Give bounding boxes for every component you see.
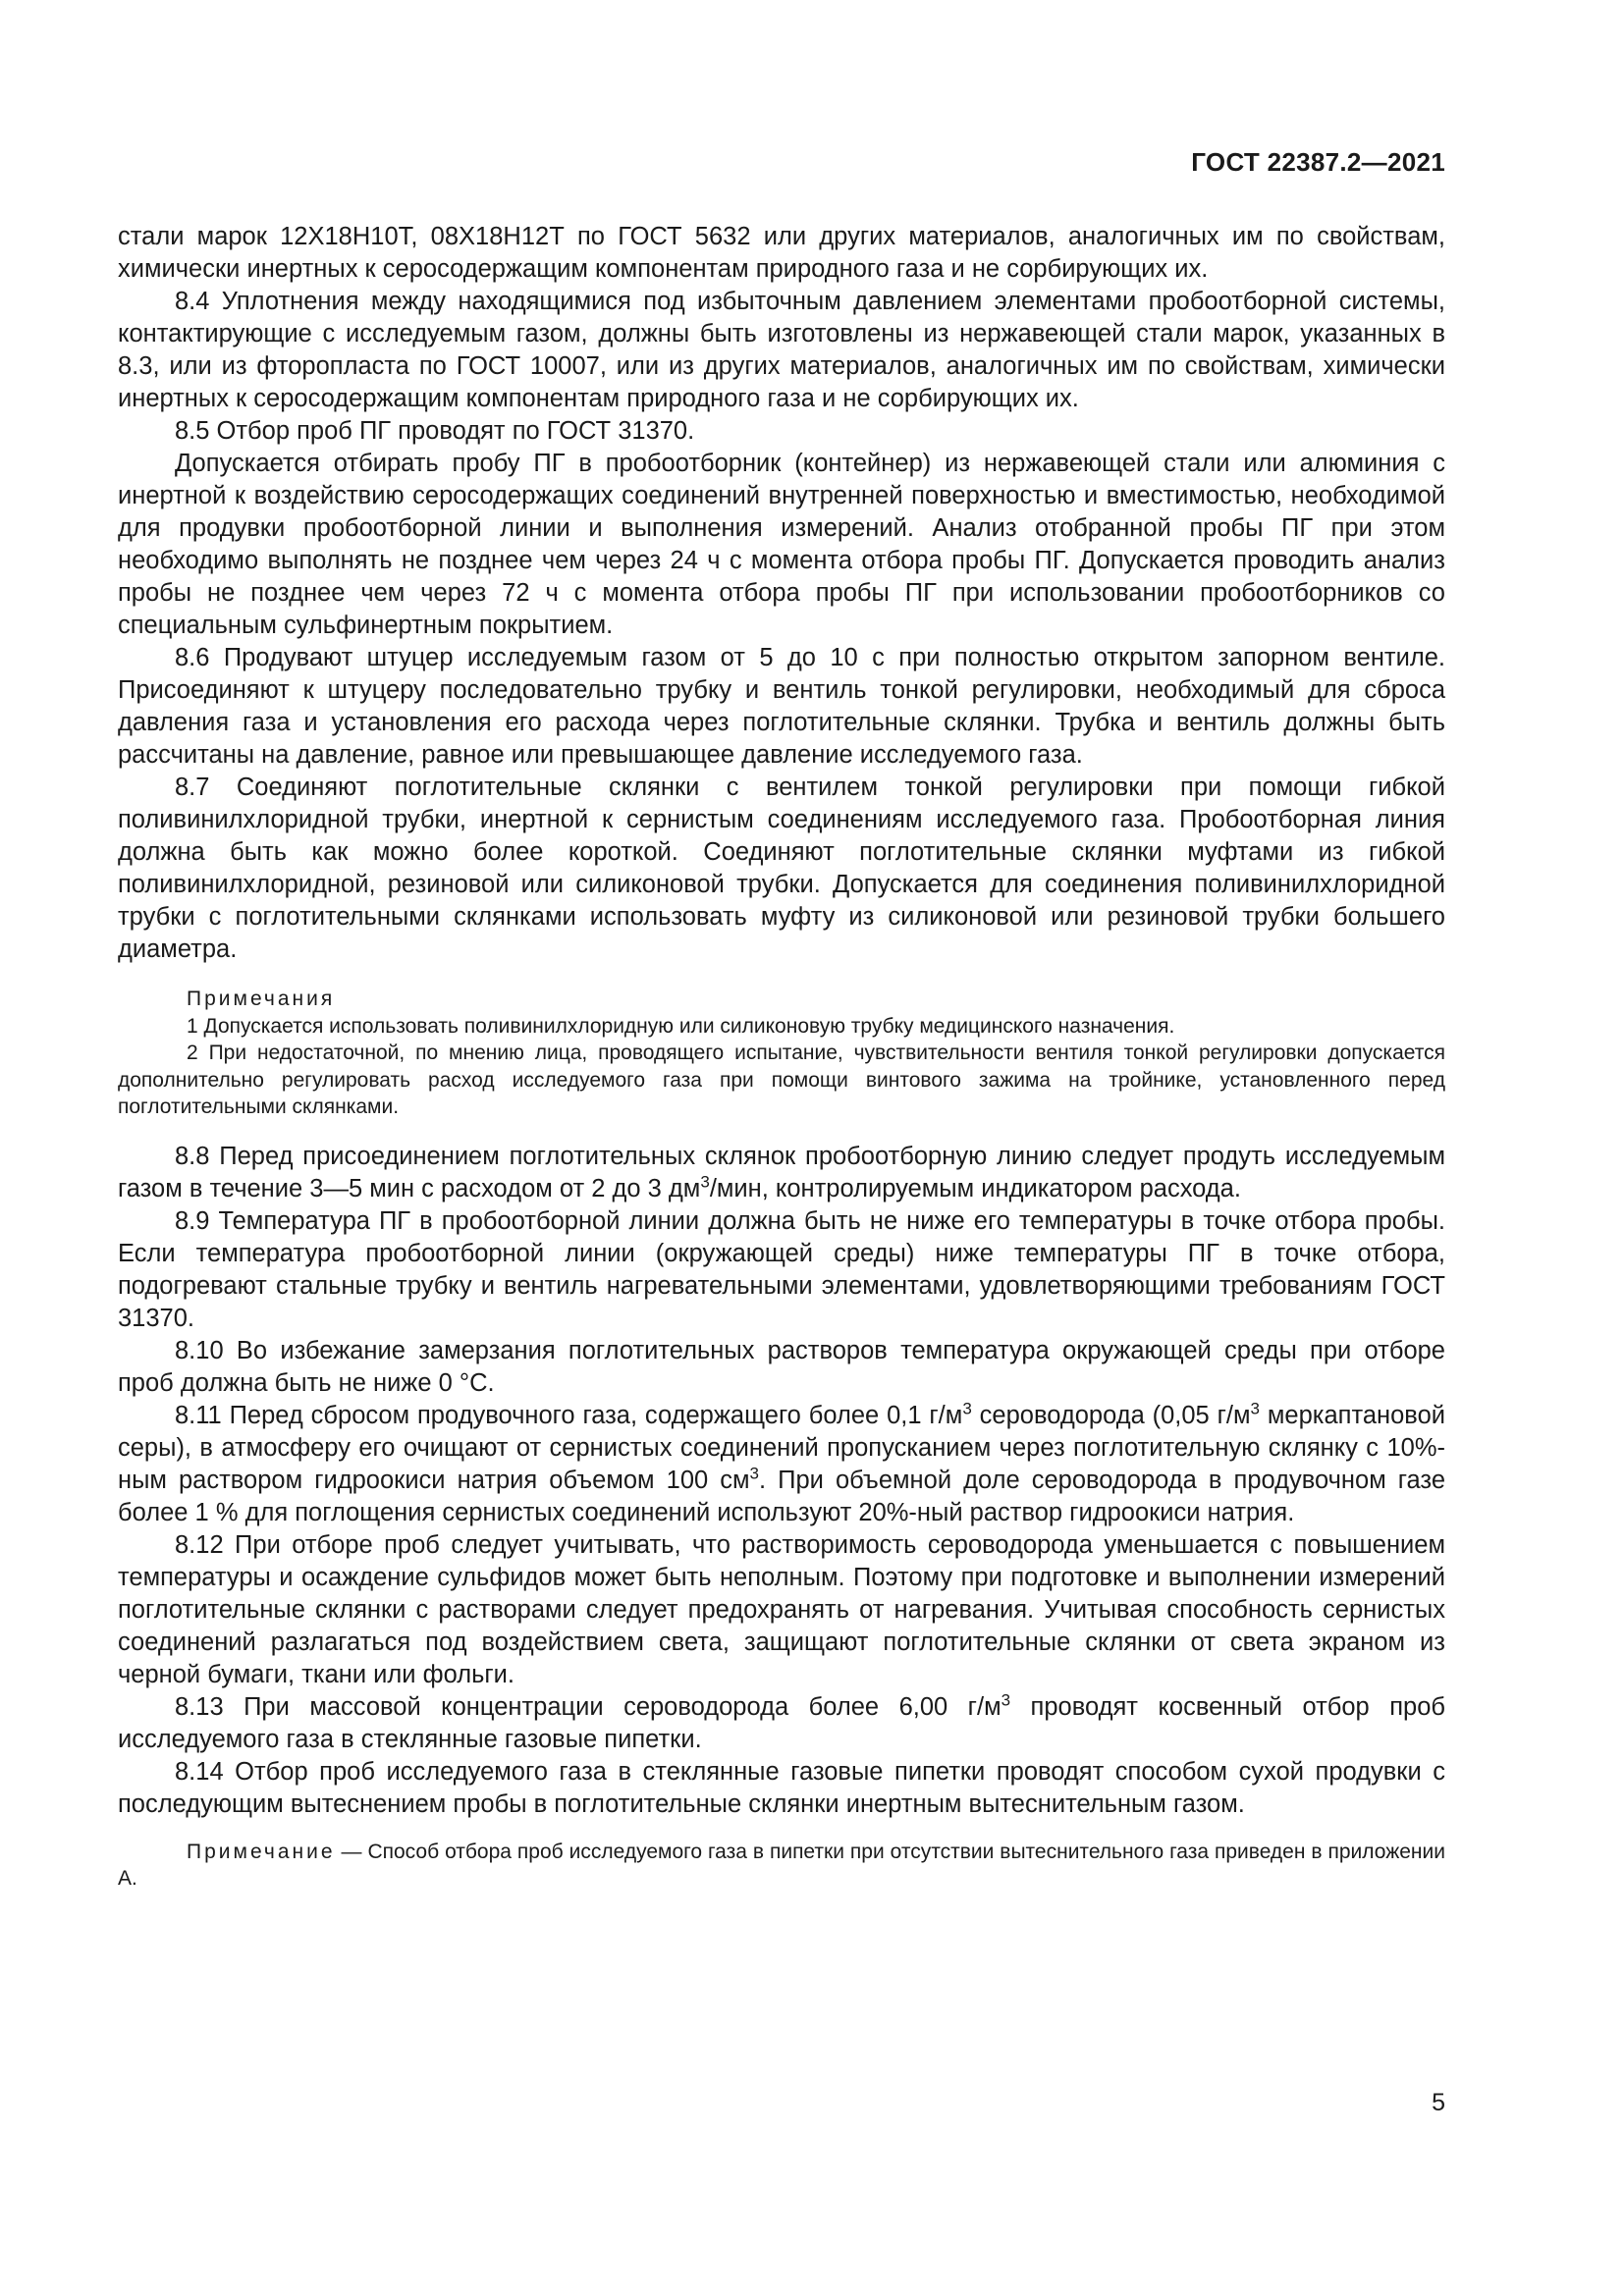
paragraph-8-14: 8.14 Отбор проб исследуемого газа в стеклянные газовые пипетки проводят способом сухой продувки с последующим вытеснением пробы в поглотительные склянки инертным вытеснительным газом. <box>118 1757 1445 1818</box>
final-note-text: — Способ отбора проб исследуемого газа в пипетки при отсутствии вытеснительного газа приведен в приложении А. <box>118 1840 1445 1890</box>
final-note-label: Примечание <box>187 1840 336 1863</box>
superscript-3: 3 <box>1001 1690 1011 1709</box>
paragraph-8-10: 8.10 Во избежание замерзания поглотительных растворов температура окружающей среды при отборе проб должна быть не ниже 0 °С. <box>118 1336 1445 1397</box>
paragraph-8-13-part-2: проводят косвенный отбор проб исследуемого газа в стеклянные газовые пипетки. <box>118 1692 1445 1753</box>
paragraph-8-11-part-2: сероводорода (0,05 г/м <box>971 1401 1251 1429</box>
notes-title: Примечания <box>187 988 336 1010</box>
note-2: 2 При недостаточной, по мнению лица, проводящего испытание, чувствительности вентиля тонкой регулировки допускается дополнительно регулировать расход исследуемого газа при помощи винтового зажима на тройнике, установленного перед поглотительными склянками. <box>118 1041 1445 1118</box>
notes-block <box>118 986 1445 1121</box>
doc-code-header: ГОСТ 22387.2—2021 <box>1191 147 1445 177</box>
superscript-3: 3 <box>1250 1399 1260 1417</box>
paragraph-continuation: стали марок 12Х18Н10Т, 08Х18Н12Т по ГОСТ 5632 или других материалов, аналогичных им по свойствам, химически инертных к серосодержащим компонентам природного газа и не сорбирующих их. <box>118 223 1445 283</box>
paragraph-8-13 <box>118 1691 1445 1756</box>
superscript-3: 3 <box>749 1464 760 1482</box>
paragraph-8-4: 8.4 Уплотнения между находящимися под избыточным давлением элементами пробоотборной системы, контактирующие с исследуемым газом, должны быть изготовлены из нержавеющей стали марок, указанных в 8.3, или из фторопласта по ГОСТ 10007, или из других материалов, аналогичных им по свойствам, химически инертных к серосодержащим компонентам природного газа и не сорбирующих их. <box>118 288 1445 412</box>
paragraph-8-8-part-2: /мин, контролируемым индикатором расхода. <box>709 1174 1241 1202</box>
paragraph-8-6: 8.6 Продувают штуцер исследуемым газом от 5 до 10 с при полностью открытом запорном вентиле. Присоединяют к штуцеру последовательно трубку и вентиль тонкой регулировки, необходимый для сброса давления газа и установления его расхода через поглотительные склянки. Трубка и вентиль должны быть рассчитаны на давление, равное или превышающее давление исследуемого газа. <box>118 644 1445 769</box>
page-number: 5 <box>1432 2089 1445 2116</box>
paragraph-8-5-permit: Допускается отбирать пробу ПГ в пробоотборник (контейнер) из нержавеющей стали или алюминия с инертной к воздействию серосодержащих соединений внутренней поверхностью и вместимостью, необходимой для продувки пробоотборной линии и выполнения измерений. Анализ отобранной пробы ПГ при этом необходимо выполнять не позднее чем через 24 ч с момента отбора пробы ПГ. Допускается проводить анализ пробы не позднее чем через 72 ч с момента отбора пробы ПГ при использовании пробоотборников со специальным сульфинертным покрытием. <box>118 450 1445 639</box>
note-1: 1 Допускается использовать поливинилхлоридную или силиконовую трубку медицинского назначения. <box>187 1014 1175 1038</box>
paragraph-8-5: 8.5 Отбор проб ПГ проводят по ГОСТ 31370. <box>175 417 695 445</box>
paragraph-8-11-part-1: 8.11 Перед сбросом продувочного газа, содержащего более 0,1 г/м <box>175 1401 963 1429</box>
document-body <box>118 221 1445 1912</box>
superscript-3: 3 <box>700 1172 710 1191</box>
final-note-block <box>118 1839 1445 1893</box>
paragraph-8-7: 8.7 Соединяют поглотительные склянки с вентилем тонкой регулировки при помощи гибкой поливинилхлоридной трубки, инертной к сернистым соединениям исследуемого газа. Пробоотборная линия должна быть как можно более короткой. Соединяют поглотительные склянки муфтами из гибкой поливинилхлоридной, резиновой или силиконовой трубки. Допускается для соединения поливинилхлоридной трубки с поглотительными склянками использовать муфту из силиконовой или резиновой трубки большего диаметра. <box>118 774 1445 963</box>
paragraph-8-11 <box>118 1400 1445 1529</box>
paragraph-8-8-part-1: 8.8 Перед присоединением поглотительных склянок пробоотборную линию следует продуть исследуемым газом в течение 3—5 мин с расходом от 2 до 3 дм <box>118 1142 1445 1202</box>
paragraph-8-9: 8.9 Температура ПГ в пробоотборной линии должна быть не ниже его температуры в точке отбора пробы. Если температура пробоотборной линии (окружающей среды) ниже температуры ПГ в точке отбора, подогревают стальные трубку и вентиль нагревательными элементами, удовлетворяющими требованиям ГОСТ 31370. <box>118 1206 1445 1332</box>
paragraph-8-13-part-1: 8.13 При массовой концентрации сероводорода более 6,00 г/м <box>175 1692 1001 1721</box>
final-note <box>118 1839 1445 1893</box>
paragraph-8-12: 8.12 При отборе проб следует учитывать, что растворимость сероводорода уменьшается с повышением температуры и осаждение сульфидов может быть неполным. Поэтому при подготовке и выполнении измерений поглотительные склянки с растворами следует предохранять от нагревания. Учитывая способность сернистых соединений разлагаться под воздействием света, защищают поглотительные склянки от света экраном из черной бумаги, ткани или фольги. <box>118 1530 1445 1688</box>
superscript-3: 3 <box>962 1399 972 1417</box>
paragraph-8-8 <box>118 1141 1445 1205</box>
paragraph-8-11-part-3: меркаптановой серы), в атмосферу его очищают от сернистых соединений пропусканием через поглотительную склянку с 10%-ным раствором гидроокиси натрия объемом 100 см <box>118 1401 1445 1494</box>
paragraph-8-11-part-4: . При объемной доле сероводорода в продувочном газе более 1 % для поглощения сернистых соединений используют 20%-ный раствор гидроокиси натрия. <box>118 1466 1446 1526</box>
